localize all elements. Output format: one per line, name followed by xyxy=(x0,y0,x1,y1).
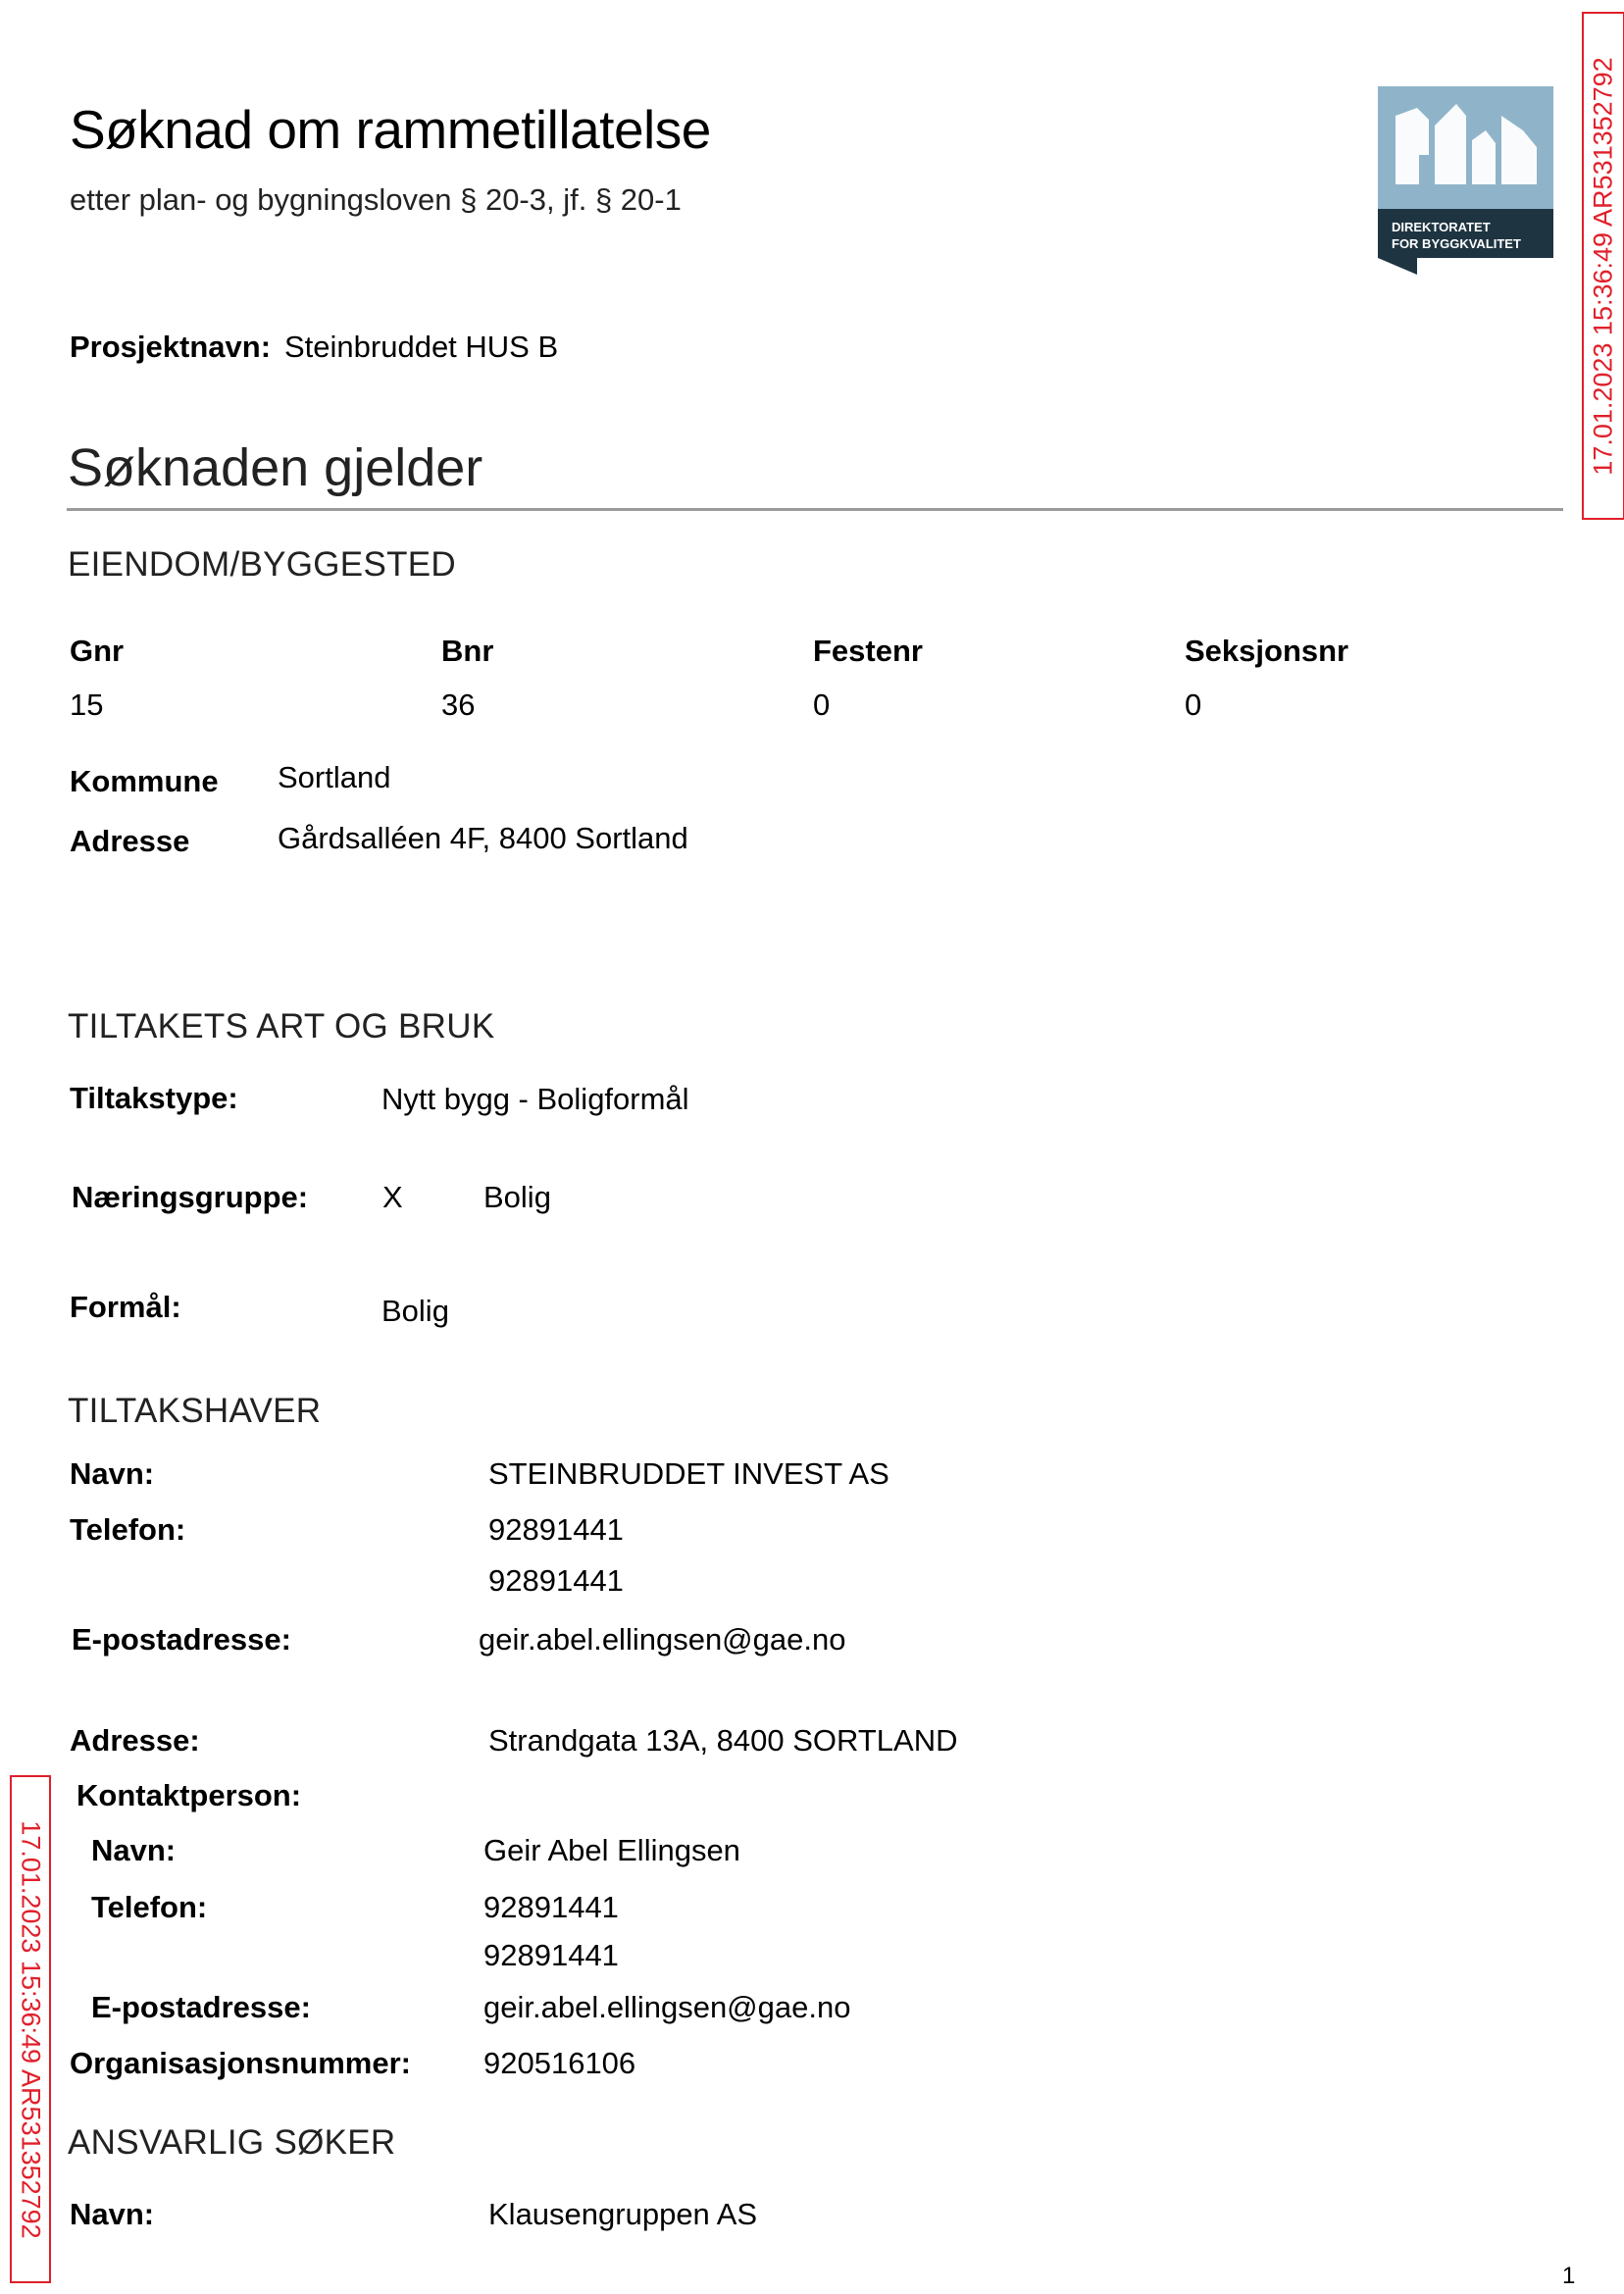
tiltakshaver-epost-value: geir.abel.ellingsen@gae.no xyxy=(479,1622,846,1657)
dibk-logo xyxy=(1378,86,1553,275)
kontakt-epost-label: E-postadresse: xyxy=(91,1990,311,2024)
tiltakshaver-adresse-label: Adresse: xyxy=(70,1723,200,1758)
stamp-text-left: 17.01.2023 15:36:49 AR531352792 xyxy=(16,1819,46,2239)
document-subtitle: etter plan- og bygningsloven § 20-3, jf. § 20-1 xyxy=(70,182,682,217)
section-main-heading: Søknaden gjelder xyxy=(68,438,483,497)
section-divider xyxy=(67,508,1563,511)
kontakt-navn-label: Navn: xyxy=(91,1833,177,1867)
naeringsgruppe-label: Næringsgruppe: xyxy=(72,1180,309,1214)
tiltakshaver-telefon-value-1: 92891441 xyxy=(488,1512,624,1547)
seksjonsnr-label: Seksjonsnr xyxy=(1185,634,1349,668)
tiltakshaver-telefon-label: Telefon: xyxy=(70,1512,186,1547)
tiltakshaver-navn-label: Navn: xyxy=(70,1456,155,1491)
tiltakshaver-heading: TILTAKSHAVER xyxy=(68,1392,322,1430)
kontakt-telefon-value-2: 92891441 xyxy=(483,1938,619,1972)
tiltakshaver-telefon-value-2: 92891441 xyxy=(488,1563,624,1598)
ansvarlig-heading: ANSVARLIG SØKER xyxy=(68,2123,396,2162)
tiltakstype-value: Nytt bygg - Boligformål xyxy=(381,1082,689,1116)
tiltakshaver-adresse-value: Strandgata 13A, 8400 SORTLAND xyxy=(488,1723,958,1758)
gnr-label: Gnr xyxy=(70,634,125,668)
kommune-label: Kommune xyxy=(70,764,219,798)
naeringsgruppe-value: Bolig xyxy=(483,1180,551,1214)
formal-value: Bolig xyxy=(381,1294,449,1328)
ansvarlig-navn-label: Navn: xyxy=(70,2197,155,2231)
kommune-value: Sortland xyxy=(278,760,391,794)
bnr-value: 36 xyxy=(441,688,476,722)
document-title: Søknad om rammetillatelse xyxy=(70,99,711,160)
stamp-text-right: 17.01.2023 15:36:49 AR531352792 xyxy=(1588,56,1618,476)
adresse-label: Adresse xyxy=(70,824,190,858)
ansvarlig-navn-value: Klausengruppen AS xyxy=(488,2197,758,2231)
kontakt-epost-value: geir.abel.ellingsen@gae.no xyxy=(483,1990,851,2024)
gnr-value: 15 xyxy=(70,688,104,722)
tiltakshaver-epost-label: E-postadresse: xyxy=(72,1622,291,1657)
kontakt-telefon-label: Telefon: xyxy=(91,1890,208,1924)
logo-text-line1: DIREKTORATET xyxy=(1392,220,1491,234)
bnr-label: Bnr xyxy=(441,634,494,668)
tiltakstype-label: Tiltakstype: xyxy=(70,1081,238,1115)
seksjonsnr-value: 0 xyxy=(1185,688,1202,722)
orgnr-label: Organisasjonsnummer: xyxy=(70,2046,411,2080)
project-label: Prosjektnavn: xyxy=(70,330,272,364)
formal-label: Formål: xyxy=(70,1290,181,1324)
timestamp-stamp-left xyxy=(10,1775,51,2283)
dibk-logo-icon xyxy=(1378,86,1553,275)
tiltakshaver-navn-value: STEINBRUDDET INVEST AS xyxy=(488,1456,889,1491)
timestamp-stamp-right xyxy=(1582,12,1624,520)
logo-text-line2: FOR BYGGKVALITET xyxy=(1392,236,1521,251)
kontakt-navn-value: Geir Abel Ellingsen xyxy=(483,1833,740,1867)
project-value: Steinbruddet HUS B xyxy=(284,330,559,364)
kontaktperson-label: Kontaktperson: xyxy=(76,1778,302,1812)
festenr-value: 0 xyxy=(813,688,831,722)
tiltak-heading: TILTAKETS ART OG BRUK xyxy=(68,1007,495,1045)
adresse-value: Gårdsalléen 4F, 8400 Sortland xyxy=(278,821,688,855)
orgnr-value: 920516106 xyxy=(483,2046,636,2080)
naeringsgruppe-code: X xyxy=(382,1180,403,1214)
page-number: 1 xyxy=(1562,2263,1576,2289)
festenr-label: Festenr xyxy=(813,634,923,668)
kontakt-telefon-value-1: 92891441 xyxy=(483,1890,619,1924)
eiendom-heading: EIENDOM/BYGGESTED xyxy=(68,545,456,584)
